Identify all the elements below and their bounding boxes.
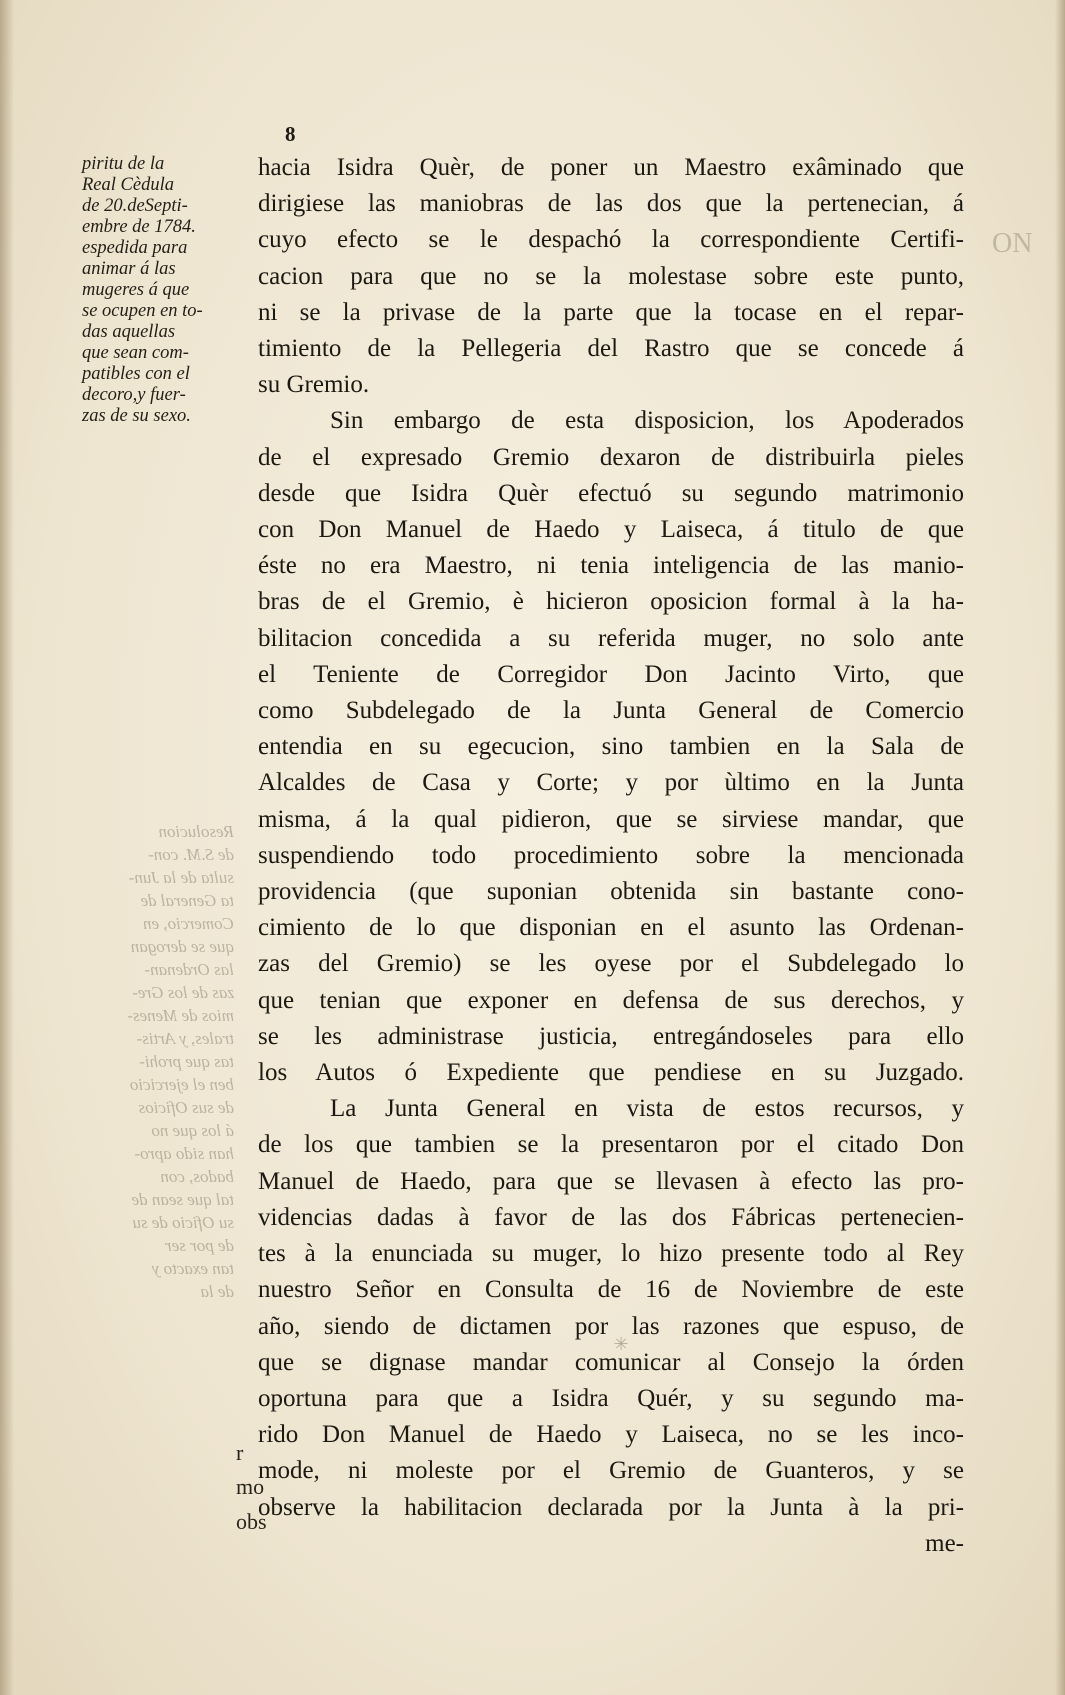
- text-line: entendia en su egecucion, sino tambien en la Sala de: [258, 733, 964, 761]
- text-line: videncias dadas à favor de las dos Fábricas pertenecien-: [258, 1203, 964, 1231]
- text-line: que tenian que exponer en defensa de sus derechos, y: [258, 986, 964, 1014]
- ornament-icon: ✳: [613, 1334, 629, 1354]
- margin-note-line: Real Cèdula: [82, 175, 174, 195]
- bleed-through-line: que se derogan: [130, 937, 234, 956]
- margin-note-line: de 20.deSepti-: [82, 196, 188, 216]
- bleed-through-line: Comercio, en: [143, 914, 234, 933]
- text-line: los Autos ó Expediente que pendiese en su Juzgado.: [258, 1059, 964, 1087]
- bleed-through-letters: ON: [992, 228, 1033, 259]
- margin-note-line: se ocupen en to-: [82, 301, 203, 321]
- bleed-through-line: á los que no: [151, 1121, 234, 1140]
- text-line: timiento de la Pellegeria del Rastro que se concede á: [258, 335, 964, 363]
- paragraph-start-line: La Junta General en vista de estos recursos, y: [330, 1095, 964, 1123]
- text-line: Alcaldes de Casa y Corte; y por ùltimo en la Junta: [258, 769, 964, 797]
- text-line: zas del Gremio) se les oyese por el Subdelegado lo: [258, 950, 964, 978]
- bleed-through-line: bados, con: [160, 1167, 234, 1186]
- bleed-through-line: de S.M. con-: [148, 845, 234, 864]
- bleed-through-line: ta General de: [140, 891, 234, 910]
- text-line: providencia (que suponian obtenida sin bastante cono-: [258, 878, 964, 906]
- text-line: desde que Isidra Quèr efectuó su segundo matrimonio: [258, 479, 964, 507]
- bleed-through-line: tan exacto y: [151, 1259, 234, 1278]
- text-line: hacia Isidra Quèr, de poner un Maestro exâminado que: [258, 154, 964, 181]
- text-line: rido Don Manuel de Haedo y Laiseca, no se les inco-: [258, 1421, 964, 1449]
- bleed-through-line: tas que prohi-: [139, 1052, 234, 1071]
- margin-note-line: que sean com-: [82, 343, 189, 363]
- text-line: bras de el Gremio, è hicieron oposicion formal à la ha-: [258, 588, 964, 616]
- bleed-through-line: tal que sean de: [131, 1190, 234, 1209]
- margin-note-line: das aquellas: [82, 322, 176, 342]
- text-line: su Gremio.: [258, 371, 370, 399]
- text-line: cimiento de lo que disponian en el asunto las Ordenan-: [258, 914, 964, 942]
- bleed-through-margin-text: [84, 820, 234, 1303]
- text-line: nuestro Señor en Consulta de 16 de Noviembre de este: [258, 1276, 964, 1304]
- bleed-through-line: de por ser: [165, 1236, 234, 1255]
- text-line: suspendiendo todo procedimiento sobre la mencionada: [258, 841, 964, 869]
- text-line: se les administrase justicia, entregándoseles para ello: [258, 1022, 964, 1050]
- text-line: ni se la privase de la parte que la tocase en el repar-: [258, 298, 964, 326]
- text-line: observe la habilitacion declarada por la Junta à la pri-: [258, 1493, 964, 1521]
- margin-note-line: animar á las: [82, 259, 176, 279]
- text-line: de el expresado Gremio dexaron de distribuirla pieles: [258, 443, 964, 471]
- bleed-through-line: de la: [200, 1282, 234, 1301]
- margin-note-line: patibles con el: [82, 364, 190, 384]
- text-line: oportuna para que a Isidra Quér, y su segundo ma-: [258, 1384, 964, 1412]
- stray-fragment: r: [236, 1440, 244, 1465]
- bleed-through-line: mios de Menes-: [127, 1006, 234, 1025]
- bleed-through-line: trales, y Artis-: [136, 1029, 234, 1048]
- text-line: bilitacion concedida a su referida muger, no solo ante: [258, 624, 964, 652]
- text-line: Manuel de Haedo, para que se llevasen à efecto las pro-: [258, 1167, 964, 1195]
- bleed-through-line: de sus Oficios: [138, 1098, 234, 1117]
- text-line: tes à la enunciada su muger, lo hizo presente todo al Rey: [258, 1240, 964, 1268]
- margin-note-line: embre de 1784.: [82, 217, 196, 237]
- bleed-through-line: su Oficio de su: [132, 1213, 234, 1232]
- text-line: con Don Manuel de Haedo y Laiseca, á titulo de que: [258, 516, 964, 544]
- margin-note-line: zas de su sexo.: [82, 406, 191, 426]
- text-line: que se dignase mandar comunicar al Consejo la órden: [258, 1348, 964, 1376]
- text-line: cuyo efecto se le despachó la correspondiente Certifi-: [258, 226, 964, 254]
- catchword: me-: [925, 1529, 964, 1557]
- bleed-through-line: las Ordenan-: [144, 960, 234, 979]
- text-line: mode, ni moleste por el Gremio de Guanteros, y se: [258, 1457, 964, 1485]
- text-line: como Subdelegado de la Junta General de Comercio: [258, 697, 964, 725]
- stray-fragment: mo: [236, 1474, 265, 1499]
- paragraph-start-line: Sin embargo de esta disposicion, los Apoderados: [330, 407, 964, 435]
- bleed-through-line: han sido apro-: [134, 1144, 234, 1163]
- page-edge-shadow-left: [0, 0, 14, 1695]
- margin-note-line: espedida para: [82, 238, 188, 258]
- main-text-block: [258, 150, 964, 1562]
- bleed-through-line: sulta de la Jun-: [128, 868, 234, 887]
- margin-note: [82, 154, 240, 427]
- text-line: año, siendo de dictamen por las razones que espuso, de: [258, 1312, 964, 1340]
- text-line: cacion para que no se la molestase sobre este punto,: [258, 262, 964, 290]
- text-line: el Teniente de Corregidor Don Jacinto Virto, que: [258, 660, 964, 688]
- text-line: éste no era Maestro, ni tenia inteligencia de las manio-: [258, 552, 964, 580]
- bleed-through-line: Resolucion: [158, 822, 234, 841]
- stray-fragment: obs: [236, 1509, 267, 1534]
- text-line: misma, á la qual pidieron, que se sirviese mandar, que: [258, 805, 964, 833]
- page-number: 8: [285, 122, 296, 146]
- margin-note-line: mugeres á que: [82, 280, 190, 300]
- margin-note-line: piritu de la: [82, 154, 165, 174]
- text-line: dirigiese las maniobras de las dos que la pertenecian, á: [258, 190, 964, 218]
- bleed-through-line: ben el ejercicio: [129, 1075, 234, 1094]
- bleed-through-line: zas de los Gre-: [132, 983, 234, 1002]
- page-edge-shadow-right: [1055, 0, 1065, 1695]
- text-line: de los que tambien se la presentaron por el citado Don: [258, 1131, 964, 1159]
- margin-note-line: decoro,y fuer-: [82, 385, 186, 405]
